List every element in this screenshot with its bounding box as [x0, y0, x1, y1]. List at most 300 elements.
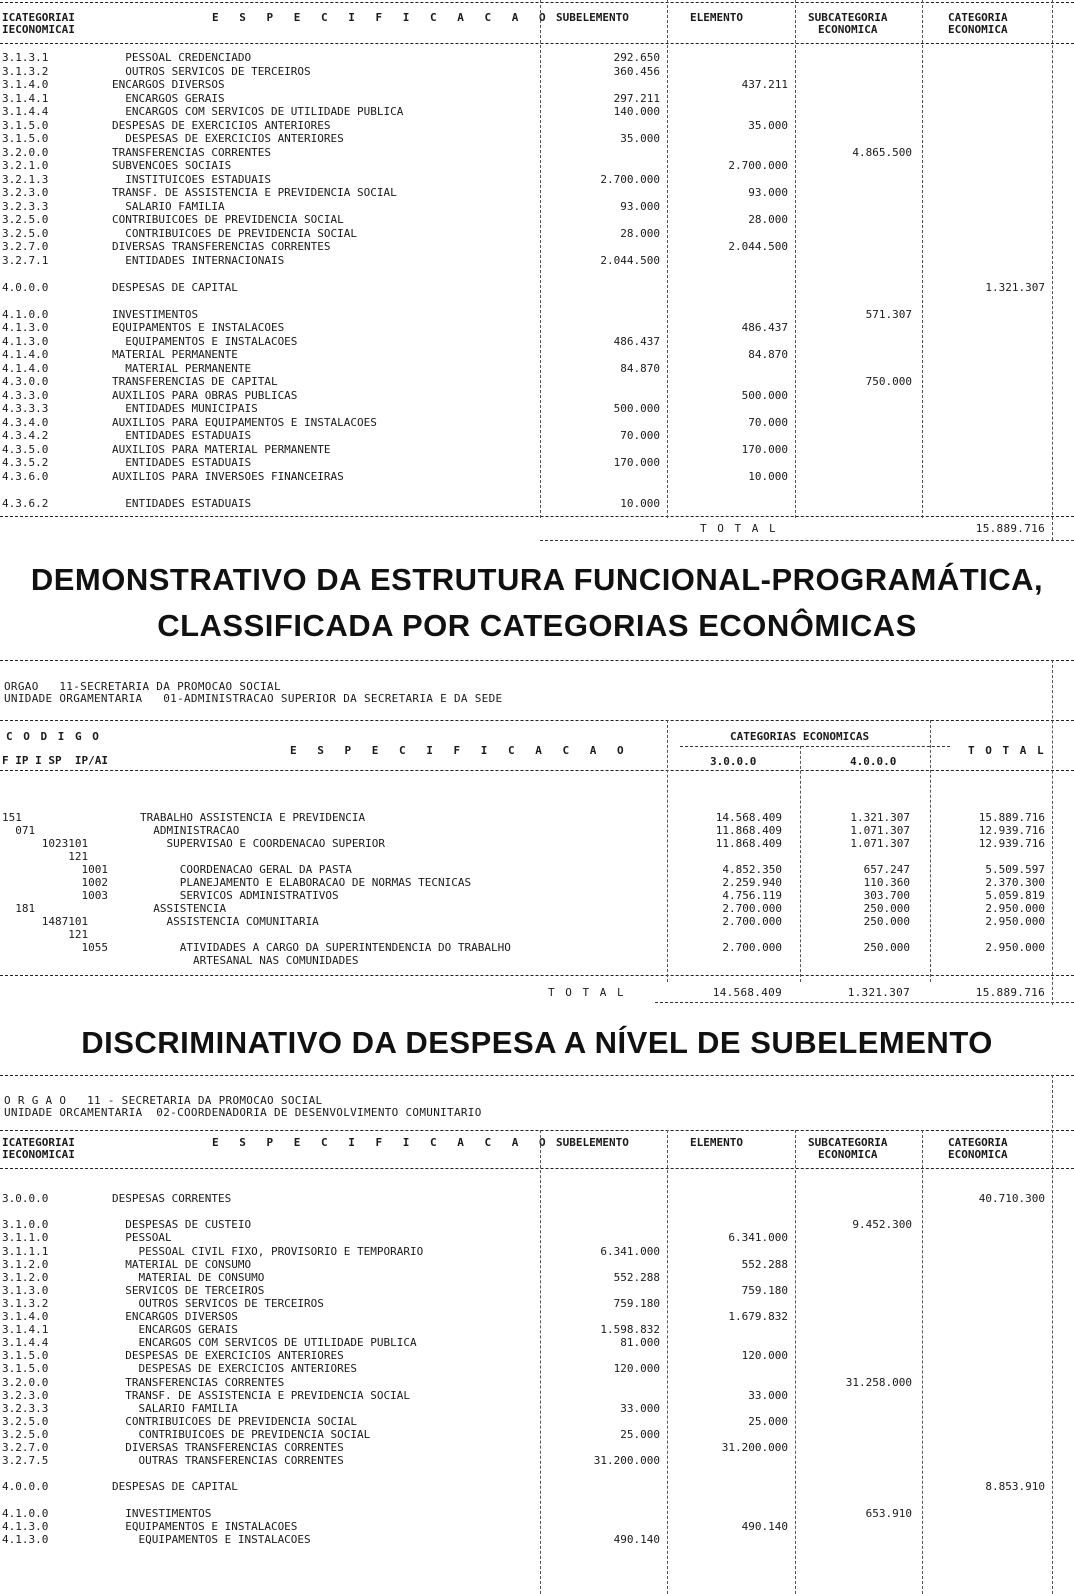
s3-header-rule-top: [0, 1130, 1074, 1131]
elemento-cell: 70.000: [748, 415, 788, 429]
table-row: [0, 133, 1074, 145]
table-row: [0, 1508, 1074, 1520]
total-cell: 2.950.000: [985, 902, 1045, 915]
elemento-cell: 28.000: [748, 213, 788, 226]
table-row: [0, 1494, 1074, 1506]
table-row: [0, 52, 1074, 64]
category-code-cell: 4.1.3.0: [2, 1519, 49, 1533]
table-row: [0, 282, 1074, 294]
table-row: [0, 120, 1074, 132]
category-3000-cell: 4.852.350: [722, 863, 782, 876]
table-row: [0, 498, 1074, 510]
table-row: [0, 471, 1074, 483]
table-row: [0, 106, 1074, 118]
category-code-cell: 3.1.5.0: [2, 1349, 49, 1363]
subelemento-cell: 84.870: [620, 361, 660, 375]
specification-cell: ENTIDADES ESTADUAIS: [112, 456, 252, 469]
table-row: [0, 322, 1074, 334]
table-row: [0, 174, 1074, 186]
table-row: [0, 1272, 1074, 1284]
table-row: [0, 1455, 1074, 1467]
title-discriminativo: DISCRIMINATIVO DA DESPESA A NÍVEL DE SUBELEMENTO: [81, 1025, 993, 1060]
category-code-cell: 4.1.3.0: [2, 1532, 49, 1546]
table-row: [0, 390, 1074, 402]
s2-col-divider: [930, 720, 931, 982]
table-row: [0, 160, 1074, 172]
table-row: [0, 890, 1074, 902]
specification-cell: TRANSFERENCIAS DE CAPITAL: [112, 375, 278, 388]
specification-cell: AUXILIOS PARA OBRAS PUBLICAS: [112, 388, 298, 402]
total-cell: 15.889.716: [978, 811, 1045, 824]
specification-cell: AUXILIOS PARA INVERSOES FINANCEIRAS: [112, 469, 344, 483]
subelemento-cell: 33.000: [620, 1401, 660, 1415]
specification-cell: ENCARGOS GERAIS: [112, 1323, 238, 1337]
table-row: [0, 214, 1074, 226]
table-row: [0, 363, 1074, 375]
title-demonstrativo-line2: CLASSIFICADA POR CATEGORIAS ECONÔMICAS: [157, 608, 917, 643]
category-code-cell: 3.2.1.3: [2, 172, 49, 186]
category-code-cell: 4.3.0.0: [2, 375, 49, 388]
s1-col-ele-header: ELEMENTO: [690, 11, 743, 24]
s3-orgao: O R G A O 11 - SECRETARIA DA PROMOCAO SOCIAL: [4, 1094, 323, 1107]
s2-top-rule: [0, 660, 1074, 661]
category-code-cell: 3.2.0.0: [2, 145, 49, 159]
specification-cell: ENCARGOS DIVERSOS: [112, 78, 225, 91]
s3-col-ele-header: ELEMENTO: [690, 1136, 743, 1149]
category-code-cell: 3.1.4.1: [2, 91, 49, 105]
s2-total-c1: 14.568.409: [712, 986, 782, 999]
category-4000-cell: 250.000: [863, 902, 910, 915]
codigo-cell: 1003: [2, 889, 108, 902]
title-demonstrativo-line1: DEMONSTRATIVO DA ESTRUTURA FUNCIONAL-PROGRAMÁTICA,: [30, 562, 1044, 597]
codigo-cell: 181: [2, 902, 36, 915]
subelemento-cell: 360.456: [613, 64, 660, 78]
specification-cell: DIVERSAS TRANSFERENCIAS CORRENTES: [112, 1441, 344, 1454]
category-code-cell: 3.1.1.1: [2, 1244, 49, 1258]
total-cell: 2.950.000: [985, 941, 1045, 954]
table-row: [0, 93, 1074, 105]
s3-col-scat-header: SUBCATEGORIA ECONOMICA: [808, 1136, 888, 1161]
specification-cell: DESPESAS CORRENTES: [112, 1192, 232, 1206]
s3-top-rule: [0, 1075, 1074, 1076]
codigo-cell: 151: [2, 811, 22, 824]
subelemento-cell: 2.700.000: [600, 172, 660, 186]
category-4000-cell: 250.000: [863, 915, 910, 928]
category-code-cell: 3.1.4.0: [2, 78, 49, 91]
table-row: [0, 1219, 1074, 1231]
specification-cell: ASSISTENCIA: [140, 902, 227, 915]
s1-total-label: T O T A L: [700, 522, 778, 535]
category-4000-cell: 657.247: [863, 863, 910, 876]
table-row: [0, 1390, 1074, 1402]
specification-cell: AUXILIOS PARA MATERIAL PERMANENTE: [112, 442, 331, 456]
s2-total-rule-top: [0, 975, 1074, 976]
category-code-cell: 4.3.4.2: [2, 429, 49, 442]
category-code-cell: 4.1.3.0: [2, 334, 49, 348]
category-code-cell: 3.2.7.0: [2, 1441, 49, 1454]
s3-col-divider: [922, 1130, 923, 1594]
s1-col-divider: [667, 0, 668, 518]
subelemento-cell: 28.000: [620, 226, 660, 240]
table-row: [0, 255, 1074, 267]
table-row: [0, 457, 1074, 469]
specification-cell: ENTIDADES MUNICIPAIS: [112, 402, 258, 415]
s1-total-rule-bottom: [540, 540, 1074, 541]
s1-col-category-header: ICATEGORIAI IECONOMICAI: [2, 11, 75, 36]
specification-cell: DESPESAS DE CUSTEIO: [112, 1218, 252, 1232]
specification-cell: INVESTIMENTOS: [112, 307, 199, 321]
category-code-cell: 3.1.3.0: [2, 1283, 49, 1297]
subelemento-cell: 292.650: [613, 51, 660, 64]
s1-col-spec-header: E S P E C I F I C A C A O: [212, 11, 553, 24]
specification-cell: PESSOAL: [112, 1231, 172, 1245]
elemento-cell: 486.437: [741, 321, 788, 334]
category-code-cell: 3.1.3.2: [2, 1296, 49, 1310]
category-3000-cell: 2.700.000: [722, 915, 782, 928]
category-code-cell: 4.1.0.0: [2, 1506, 49, 1520]
category-code-cell: 4.1.4.0: [2, 361, 49, 375]
subelemento-cell: 31.200.000: [593, 1454, 660, 1468]
codigo-cell: 1023101: [2, 837, 89, 850]
category-3000-cell: 14.568.409: [715, 811, 782, 824]
s2-orgao: ORGAO 11-SECRETARIA DA PROMOCAO SOCIAL: [4, 680, 281, 693]
table-row: [0, 877, 1074, 889]
subcategoria-cell: 571.307: [865, 307, 912, 321]
table-row: [0, 430, 1074, 442]
category-code-cell: 3.2.5.0: [2, 1427, 49, 1441]
codigo-cell: 121: [2, 850, 89, 863]
table-row: [0, 187, 1074, 199]
specification-cell: SALARIO FAMILIA: [112, 199, 225, 213]
s1-col-divider: [922, 0, 923, 518]
table-row: [0, 349, 1074, 361]
categoria-cell: 1.321.307: [985, 280, 1045, 294]
s2-cat1-header: 3.0.0.0: [710, 755, 757, 768]
table-row: [0, 295, 1074, 307]
category-code-cell: 4.3.4.0: [2, 415, 49, 429]
subelemento-cell: 70.000: [620, 429, 660, 442]
elemento-cell: 552.288: [741, 1257, 788, 1271]
elemento-cell: 759.180: [741, 1283, 788, 1297]
table-row: [0, 1377, 1074, 1389]
specification-cell: DESPESAS DE CAPITAL: [112, 280, 238, 294]
specification-cell: DESPESAS DE EXERCICIOS ANTERIORES: [112, 1362, 358, 1376]
category-code-cell: 4.3.3.0: [2, 388, 49, 402]
specification-cell: ASSISTENCIA COMUNITARIA: [140, 915, 319, 928]
category-code-cell: 3.1.4.4: [2, 105, 49, 118]
specification-cell: TRABALHO ASSISTENCIA E PREVIDENCIA: [140, 811, 366, 824]
table-row: [0, 201, 1074, 213]
subelemento-cell: 486.437: [613, 334, 660, 348]
subelemento-cell: 81.000: [620, 1336, 660, 1350]
category-code-cell: 3.2.7.5: [2, 1454, 49, 1468]
category-4000-cell: 1.321.307: [850, 811, 910, 824]
subelemento-cell: 25.000: [620, 1427, 660, 1441]
codigo-cell: 071: [2, 824, 36, 837]
s1-col-sub-header: SUBELEMENTO: [556, 11, 629, 24]
table-row: [0, 1350, 1074, 1362]
top-rule: [0, 2, 1074, 3]
category-code-cell: 3.2.5.0: [2, 1414, 49, 1428]
specification-cell: MATERIAL PERMANENTE: [112, 348, 238, 361]
table-row: [0, 1416, 1074, 1428]
categoria-cell: 8.853.910: [985, 1480, 1045, 1494]
total-cell: 2.950.000: [985, 915, 1045, 928]
specification-cell: EQUIPAMENTOS E INSTALACOES: [112, 334, 298, 348]
s3-col-divider: [540, 1130, 541, 1594]
table-row: [0, 851, 1074, 863]
table-row: [0, 1311, 1074, 1323]
specification-cell: ATIVIDADES A CARGO DA SUPERINTENDENCIA DO TRABALHO: [140, 941, 511, 954]
category-code-cell: 3.2.5.0: [2, 213, 49, 226]
table-row: [0, 1180, 1074, 1192]
subelemento-cell: 500.000: [613, 402, 660, 415]
table-row: [0, 1232, 1074, 1244]
table-row: [0, 268, 1074, 280]
elemento-cell: 437.211: [741, 78, 788, 91]
table-row: [0, 838, 1074, 850]
specification-cell: CONTRIBUICOES DE PREVIDENCIA SOCIAL: [112, 226, 358, 240]
table-row: [0, 444, 1074, 456]
elemento-cell: 2.700.000: [728, 159, 788, 172]
s2-col-divider: [667, 720, 668, 982]
table-row: [0, 417, 1074, 429]
specification-cell: MATERIAL DE CONSUMO: [112, 1257, 252, 1271]
table-row: [0, 1442, 1074, 1454]
category-4000-cell: 110.360: [863, 876, 910, 889]
specification-cell: DESPESAS DE EXERCICIOS ANTERIORES: [112, 118, 331, 132]
s2-right-border: [1052, 660, 1053, 1005]
specification-cell: TRANSF. DE ASSISTENCIA E PREVIDENCIA SOCIAL: [112, 186, 397, 199]
specification-cell: OUTROS SERVICOS DE TERCEIROS: [112, 1296, 324, 1310]
s1-total-value: 15.889.716: [975, 522, 1045, 535]
elemento-cell: 35.000: [748, 118, 788, 132]
table-row: [0, 1481, 1074, 1493]
category-4000-cell: 1.071.307: [850, 824, 910, 837]
total-cell: 5.059.819: [985, 889, 1045, 902]
table-row: [0, 942, 1074, 954]
specification-cell: PESSOAL CIVIL FIXO, PROVISORIO E TEMPORARIO: [112, 1244, 424, 1258]
subelemento-cell: 1.598.832: [600, 1323, 660, 1337]
elemento-cell: 31.200.000: [721, 1441, 788, 1454]
total-cell: 12.939.716: [978, 837, 1045, 850]
table-row: [0, 1521, 1074, 1533]
s1-col-divider: [540, 0, 541, 518]
table-row: [0, 1324, 1074, 1336]
s2-total-label: T O T A L: [548, 986, 626, 999]
category-3000-cell: 4.756.119: [722, 889, 782, 902]
subcategoria-cell: 4.865.500: [852, 145, 912, 159]
elemento-cell: 25.000: [748, 1414, 788, 1428]
category-4000-cell: 1.071.307: [850, 837, 910, 850]
category-code-cell: 4.3.6.2: [2, 496, 49, 510]
subcategoria-cell: 9.452.300: [852, 1218, 912, 1232]
table-row: [0, 376, 1074, 388]
subelemento-cell: 120.000: [613, 1362, 660, 1376]
table-row: [0, 66, 1074, 78]
s2-col-divider: [800, 746, 801, 982]
category-code-cell: 3.1.4.4: [2, 1336, 49, 1350]
category-code-cell: 4.3.5.2: [2, 456, 49, 469]
table-row: [0, 825, 1074, 837]
specification-cell: SUBVENCOES SOCIAIS: [112, 159, 232, 172]
table-row: [0, 1468, 1074, 1480]
s2-total-header: T O T A L: [968, 744, 1046, 757]
elemento-cell: 10.000: [748, 469, 788, 483]
category-code-cell: 4.3.6.0: [2, 469, 49, 483]
specification-cell: ENTIDADES ESTADUAIS: [112, 496, 252, 510]
table-row: [0, 916, 1074, 928]
subelemento-cell: 35.000: [620, 132, 660, 145]
category-code-cell: 3.2.7.1: [2, 253, 49, 267]
specification-cell: INVESTIMENTOS: [112, 1506, 212, 1520]
specification-cell: ENCARGOS COM SERVICOS DE UTILIDADE PUBLICA: [112, 1336, 417, 1350]
specification-cell: SALARIO FAMILIA: [112, 1401, 238, 1415]
categoria-cell: 40.710.300: [978, 1192, 1045, 1206]
specification-cell: INSTITUICOES ESTADUAIS: [112, 172, 271, 186]
table-row: [0, 812, 1074, 824]
category-code-cell: 3.2.0.0: [2, 1375, 49, 1389]
specification-cell: DESPESAS DE EXERCICIOS ANTERIORES: [112, 132, 344, 145]
s2-cat-divider: [680, 746, 950, 747]
subelemento-cell: 170.000: [613, 456, 660, 469]
elemento-cell: 120.000: [741, 1349, 788, 1363]
table-row: [0, 1534, 1074, 1546]
category-code-cell: 3.1.2.0: [2, 1270, 49, 1284]
specification-cell: CONTRIBUICOES DE PREVIDENCIA SOCIAL: [112, 1427, 371, 1441]
specification-cell: ENTIDADES INTERNACIONAIS: [112, 253, 285, 267]
subelemento-cell: 297.211: [613, 91, 660, 105]
elemento-cell: 84.870: [748, 348, 788, 361]
category-3000-cell: 2.259.940: [722, 876, 782, 889]
table-row: [0, 1363, 1074, 1375]
category-3000-cell: 11.868.409: [715, 837, 782, 850]
s2-header-rule-top: [0, 720, 1074, 721]
category-code-cell: 3.2.3.3: [2, 199, 49, 213]
s2-codigo-header: C O D I G O: [6, 730, 101, 743]
category-code-cell: 3.1.4.0: [2, 1310, 49, 1323]
specification-cell: EQUIPAMENTOS E INSTALACOES: [112, 321, 285, 334]
category-code-cell: 4.3.5.0: [2, 442, 49, 456]
category-code-cell: 3.1.1.0: [2, 1231, 49, 1245]
category-code-cell: 4.0.0.0: [2, 280, 49, 294]
category-3000-cell: 2.700.000: [722, 902, 782, 915]
table-row: [0, 864, 1074, 876]
codigo-cell: 1002: [2, 876, 108, 889]
s3-unidade: UNIDADE ORCAMENTARIA 02-COORDENADORIA DE DESENVOLVIMENTO COMUNITARIO: [4, 1106, 482, 1119]
table-row: [0, 1429, 1074, 1441]
total-cell: 2.370.300: [985, 876, 1045, 889]
specification-cell: CONTRIBUICOES DE PREVIDENCIA SOCIAL: [112, 1414, 358, 1428]
specification-cell: COORDENACAO GERAL DA PASTA: [140, 863, 352, 876]
table-row: [0, 79, 1074, 91]
category-code-cell: 4.1.3.0: [2, 321, 49, 334]
subcategoria-cell: 653.910: [865, 1506, 912, 1520]
s2-total-rule-bottom: [655, 1002, 1074, 1003]
specification-cell: MATERIAL PERMANENTE: [112, 361, 252, 375]
s2-total-t: 15.889.716: [975, 986, 1045, 999]
specification-cell: ARTESANAL NAS COMUNIDADES: [140, 954, 359, 967]
specification-cell: DIVERSAS TRANSFERENCIAS CORRENTES: [112, 240, 331, 253]
table-row: [0, 1246, 1074, 1258]
table-row: [0, 309, 1074, 321]
table-row: [0, 955, 1074, 967]
s3-header-rule-bottom: [0, 1168, 1074, 1169]
subelemento-cell: 552.288: [613, 1270, 660, 1284]
specification-cell: DESPESAS DE CAPITAL: [112, 1480, 238, 1494]
elemento-cell: 490.140: [741, 1519, 788, 1533]
subelemento-cell: 10.000: [620, 496, 660, 510]
category-code-cell: 4.0.0.0: [2, 1480, 49, 1494]
s3-col-spec-header: E S P E C I F I C A C A O: [212, 1136, 553, 1149]
s2-codigo-subheader: F IP I SP IP/AI: [2, 754, 108, 767]
specification-cell: SERVICOS ADMINISTRATIVOS: [140, 889, 339, 902]
s2-cat2-header: 4.0.0.0: [850, 755, 897, 768]
table-row: [0, 929, 1074, 941]
table-row: [0, 1403, 1074, 1415]
elemento-cell: 500.000: [741, 388, 788, 402]
table-row: [0, 1337, 1074, 1349]
s3-col-divider: [795, 1130, 796, 1594]
category-3000-cell: 2.700.000: [722, 941, 782, 954]
s1-col-cat-header: CATEGORIA ECONOMICA: [948, 11, 1008, 36]
category-code-cell: 3.2.3.0: [2, 1388, 49, 1402]
table-row: [0, 1298, 1074, 1310]
category-code-cell: 3.1.2.0: [2, 1257, 49, 1271]
category-3000-cell: 11.868.409: [715, 824, 782, 837]
category-code-cell: 3.1.3.1: [2, 51, 49, 64]
table-row: [0, 336, 1074, 348]
category-code-cell: 3.2.5.0: [2, 226, 49, 240]
s2-unidade: UNIDADE ORGAMENTARIA 01-ADMINISTRACAO SUPERIOR DA SECRETARIA E DA SEDE: [4, 692, 503, 705]
s1-col-scat-header: SUBCATEGORIA ECONOMICA: [808, 11, 888, 36]
specification-cell: EQUIPAMENTOS E INSTALACOES: [112, 1519, 298, 1533]
s1-col-divider: [795, 0, 796, 518]
category-code-cell: 3.2.1.0: [2, 159, 49, 172]
specification-cell: PLANEJAMENTO E ELABORACAO DE NORMAS TECNICAS: [140, 876, 472, 889]
category-code-cell: 4.3.3.3: [2, 402, 49, 415]
s1-total-rule-top: [0, 516, 1074, 517]
category-code-cell: 3.0.0.0: [2, 1192, 49, 1206]
subelemento-cell: 93.000: [620, 199, 660, 213]
specification-cell: ENCARGOS COM SERVICOS DE UTILIDADE PUBLICA: [112, 105, 404, 118]
table-row: [0, 241, 1074, 253]
category-code-cell: 3.2.3.3: [2, 1401, 49, 1415]
table-row: [0, 484, 1074, 496]
specification-cell: AUXILIOS PARA EQUIPAMENTOS E INSTALACOES: [112, 415, 377, 429]
specification-cell: OUTRAS TRANSFERENCIAS CORRENTES: [112, 1454, 344, 1468]
specification-cell: EQUIPAMENTOS E INSTALACOES: [112, 1532, 311, 1546]
subelemento-cell: 140.000: [613, 105, 660, 118]
elemento-cell: 6.341.000: [728, 1231, 788, 1245]
subelemento-cell: 490.140: [613, 1532, 660, 1546]
subelemento-cell: 2.044.500: [600, 253, 660, 267]
table-row: [0, 1206, 1074, 1218]
s1-right-border: [1052, 0, 1053, 540]
category-code-cell: 3.1.0.0: [2, 1218, 49, 1232]
elemento-cell: 93.000: [748, 186, 788, 199]
total-cell: 5.509.597: [985, 863, 1045, 876]
specification-cell: MATERIAL DE CONSUMO: [112, 1270, 265, 1284]
subelemento-cell: 759.180: [613, 1296, 660, 1310]
category-4000-cell: 250.000: [863, 941, 910, 954]
subelemento-cell: 6.341.000: [600, 1244, 660, 1258]
specification-cell: SERVICOS DE TERCEIROS: [112, 1283, 265, 1297]
table-row: [0, 903, 1074, 915]
s3-col-divider: [667, 1130, 668, 1594]
table-row: [0, 1259, 1074, 1271]
codigo-cell: 1487101: [2, 915, 89, 928]
